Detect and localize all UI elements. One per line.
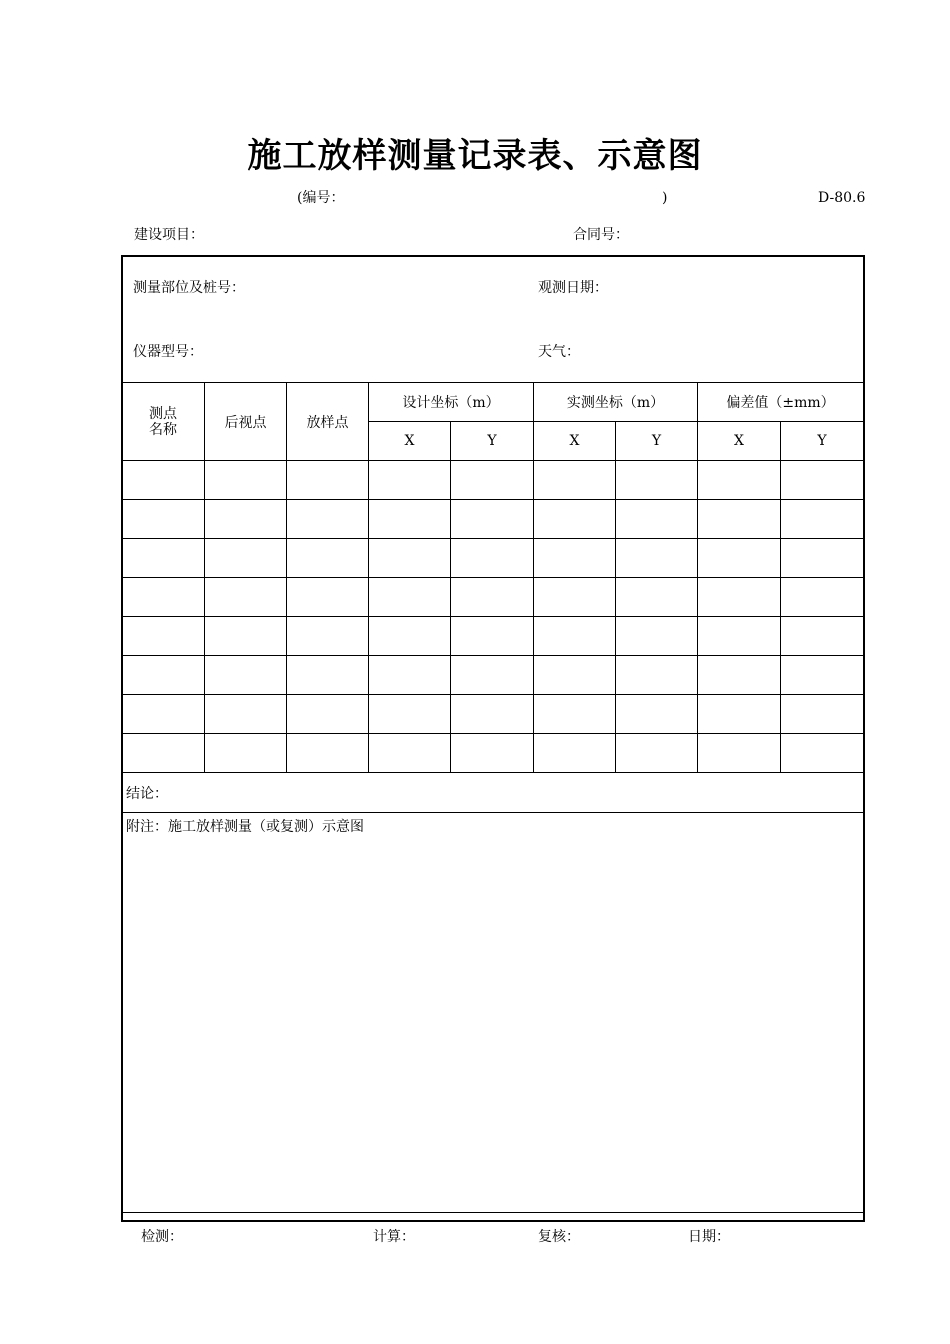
table-cell[interactable]: [698, 539, 781, 578]
table-cell[interactable]: [616, 734, 698, 773]
table-cell[interactable]: [205, 500, 287, 539]
table-cell[interactable]: [287, 578, 369, 617]
table-cell[interactable]: [205, 617, 287, 656]
table-cell[interactable]: [698, 695, 781, 734]
serial-number-close: ): [662, 190, 668, 206]
header-deviation: 偏差值（±mm）: [698, 383, 864, 422]
table-cell[interactable]: [122, 617, 205, 656]
location-label: 测量部位及桩号：: [133, 280, 245, 296]
table-cell[interactable]: [122, 539, 205, 578]
header-design-y: Y: [451, 422, 534, 461]
table-cell[interactable]: [287, 461, 369, 500]
table-row: [122, 539, 864, 578]
table-cell[interactable]: [122, 734, 205, 773]
serial-number-label: (编号：: [297, 190, 345, 206]
inspector-label: 检测：: [141, 1229, 183, 1245]
table-cell[interactable]: [369, 578, 451, 617]
table-cell[interactable]: [616, 461, 698, 500]
table-cell[interactable]: [122, 578, 205, 617]
table-cell[interactable]: [451, 578, 534, 617]
table-cell[interactable]: [205, 578, 287, 617]
header-measured-y: Y: [616, 422, 698, 461]
table-cell[interactable]: [616, 656, 698, 695]
table-cell[interactable]: [616, 617, 698, 656]
table-cell[interactable]: [205, 539, 287, 578]
table-cell[interactable]: [451, 461, 534, 500]
table-row: [122, 734, 864, 773]
table-cell[interactable]: [534, 578, 616, 617]
contract-label: 合同号：: [573, 227, 629, 243]
table-cell[interactable]: [287, 539, 369, 578]
note-label: 附注：施工放样测量（或复测）示意图: [126, 819, 364, 835]
header-design-x: X: [369, 422, 451, 461]
table-cell[interactable]: [369, 539, 451, 578]
table-cell[interactable]: [451, 617, 534, 656]
table-row: [122, 617, 864, 656]
header-deviation-y: Y: [781, 422, 864, 461]
weather-label: 天气：: [538, 344, 580, 360]
table-cell[interactable]: [205, 656, 287, 695]
table-cell[interactable]: [534, 617, 616, 656]
table-cell[interactable]: [534, 539, 616, 578]
table-cell[interactable]: [369, 500, 451, 539]
table-cell[interactable]: [698, 578, 781, 617]
table-cell[interactable]: [122, 656, 205, 695]
table-cell[interactable]: [287, 656, 369, 695]
table-cell[interactable]: [616, 500, 698, 539]
instrument-label: 仪器型号：: [133, 344, 203, 360]
form-code: D-80.6: [818, 190, 866, 206]
table-cell[interactable]: [616, 695, 698, 734]
table-cell[interactable]: [534, 656, 616, 695]
table-cell[interactable]: [781, 461, 864, 500]
calculator-label: 计算：: [373, 1229, 415, 1245]
table-cell[interactable]: [616, 578, 698, 617]
table-cell[interactable]: [534, 461, 616, 500]
table-row: [122, 578, 864, 617]
table-cell[interactable]: [781, 656, 864, 695]
table-cell[interactable]: [287, 500, 369, 539]
table-cell[interactable]: [534, 500, 616, 539]
page-title: 施工放样测量记录表、示意图: [247, 136, 703, 176]
table-cell[interactable]: [534, 734, 616, 773]
table-cell[interactable]: [369, 617, 451, 656]
footer-date-label: 日期：: [688, 1229, 730, 1245]
header-measured-x: X: [534, 422, 616, 461]
reviewer-label: 复核：: [538, 1229, 580, 1245]
table-cell[interactable]: [781, 539, 864, 578]
table-cell[interactable]: [287, 617, 369, 656]
table-cell[interactable]: [451, 734, 534, 773]
header-design-coords: 设计坐标（m）: [369, 383, 534, 422]
table-cell[interactable]: [451, 500, 534, 539]
table-cell[interactable]: [698, 500, 781, 539]
table-cell[interactable]: [122, 695, 205, 734]
header-measured-coords: 实测坐标（m）: [534, 383, 698, 422]
table-cell[interactable]: [616, 539, 698, 578]
table-cell[interactable]: [205, 734, 287, 773]
table-cell[interactable]: [698, 734, 781, 773]
conclusion-row[interactable]: [122, 773, 864, 813]
header-deviation-x: X: [698, 422, 781, 461]
table-row: [122, 695, 864, 734]
table-cell[interactable]: [698, 617, 781, 656]
project-label: 建设项目：: [134, 227, 204, 243]
table-cell[interactable]: [534, 695, 616, 734]
table-cell[interactable]: [122, 461, 205, 500]
table-cell[interactable]: [122, 500, 205, 539]
table-cell[interactable]: [287, 734, 369, 773]
table-cell[interactable]: [369, 656, 451, 695]
table-cell[interactable]: [205, 695, 287, 734]
table-cell[interactable]: [781, 734, 864, 773]
table-row: [122, 656, 864, 695]
table-cell[interactable]: [287, 695, 369, 734]
table-row: [122, 500, 864, 539]
table-cell[interactable]: [781, 695, 864, 734]
table-cell[interactable]: [369, 695, 451, 734]
table-cell[interactable]: [205, 461, 287, 500]
table-cell[interactable]: [451, 539, 534, 578]
table-cell[interactable]: [451, 695, 534, 734]
table-cell[interactable]: [781, 578, 864, 617]
table-cell[interactable]: [781, 500, 864, 539]
header-point-name: 测点 名称: [122, 383, 205, 461]
table-cell[interactable]: [698, 461, 781, 500]
measurement-table: [121, 382, 864, 1213]
sketch-area[interactable]: [122, 813, 864, 1213]
table-row: [122, 461, 864, 500]
header-stakeout: 放样点: [287, 383, 369, 461]
table-cell[interactable]: [369, 734, 451, 773]
conclusion-label: 结论：: [126, 785, 168, 802]
table-cell[interactable]: [369, 461, 451, 500]
observation-date-label: 观测日期：: [538, 280, 608, 296]
table-cell[interactable]: [781, 617, 864, 656]
table-cell[interactable]: [698, 656, 781, 695]
table-cell[interactable]: [451, 656, 534, 695]
header-backsight: 后视点: [205, 383, 287, 461]
